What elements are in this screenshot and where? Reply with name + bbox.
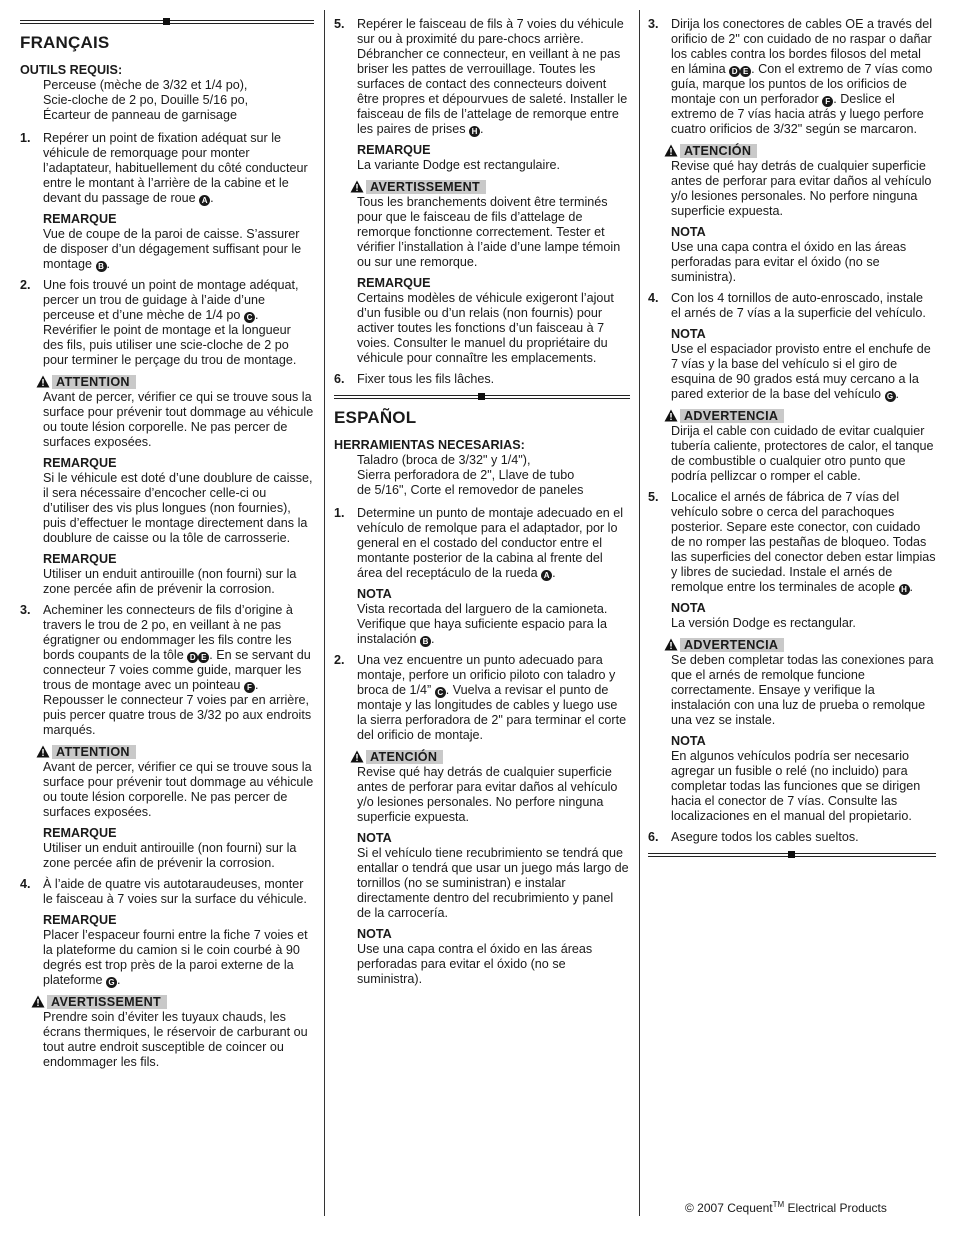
warning-label-text: ATTENTION: [52, 375, 136, 389]
step-6: [334, 372, 630, 387]
step-text: Repérer le faisceau de fils à 7 voies du véhicule sur ou à proximité du pare-chocs arrière. Débrancher ce connecteur, en veillant à ne pas briser les pattes de verrouillage. Toutes les surfaces de contact des connecteurs doivent être propres et dépourvues de saleté. Installer le faisceau de fils de l’attelage de remorque entre les paires de prises H .: [357, 17, 628, 136]
step-4: [20, 877, 314, 1070]
note-heading: NOTA: [357, 587, 392, 601]
warning-label-text: ADVERTENCIA: [680, 638, 784, 652]
step-3: [648, 17, 936, 285]
tools-heading: OUTILS REQUIS:: [20, 63, 123, 77]
section-divider: [20, 20, 314, 26]
warning-text: Se deben completar todas las conexiones para que el arnés de remolque funcione correctamente. Ensaye y verifique la instalación con una luz de prueba o remolque una vez se instale.: [671, 653, 934, 727]
trademark-mark: TM: [772, 1200, 785, 1209]
step-number: 5.: [334, 17, 345, 31]
step-text: Asegure todos los cables sueltos.: [671, 830, 859, 844]
note-text: Use una capa contra el óxido en las áreas perforadas para evitar el óxido (no se suministra).: [357, 942, 593, 986]
tools-line: Écarteur de panneau de garnisage: [43, 108, 237, 122]
note-text: La variante Dodge est rectangulaire.: [357, 158, 561, 172]
note-text: Utiliser un enduit antirouille (non fourni) sur la zone percée afin de prévenir la corrosion.: [43, 567, 297, 596]
step-text: Une fois trouvé un point de montage adéquat, percer un trou de guidage à l’aide d’une perceuse et d’une mèche de 1/4 po C . Revérifier le point de montage et la longueur des fils, puis utiliser une scie-cloche de 2 po pour terminer le perçage du trou de montage.: [43, 278, 299, 367]
note-heading: NOTA: [671, 601, 706, 615]
callout-h-icon: H: [469, 126, 480, 137]
note-text: Certains modèles de véhicule exigeront l’ajout d’un fusible ou d’un relais (non fournis) pour activer toutes les fonctions d’un faisceau à 7 voies. Consulter le manuel du propriétaire du véhicule pour connaître les emplacements.: [357, 291, 614, 365]
warning-triangle-icon: [350, 180, 364, 193]
column-1: [20, 0, 314, 1076]
warning-triangle-icon: [36, 375, 50, 388]
step-number: 1.: [334, 506, 345, 520]
step-number: 1.: [20, 131, 31, 145]
note-heading: REMARQUE: [43, 826, 117, 840]
note-heading: REMARQUE: [357, 276, 431, 290]
callout-e-icon: E: [198, 652, 209, 663]
tools-list: [43, 78, 314, 123]
warning-text: Revise qué hay detrás de cualquier superficie antes de perforar para evitar daños al vehículo y/o lesiones personales. No perfore ninguna superficie expuesta.: [671, 159, 932, 218]
callout-f-icon: F: [822, 96, 833, 107]
step-text: Repérer un point de fixation adéquat sur le véhicule de remorquage pour monter l’adaptateur, habituellement du côté conducteur entre le montant à l’arrière de la cabine et le devant du passage de roue A .: [43, 131, 308, 205]
note-heading: REMARQUE: [43, 552, 117, 566]
tools-line: Scie-cloche de 2 po, Douille 5/16 po,: [43, 93, 249, 107]
warning-text: Avant de percer, vérifier ce qui se trouve sous la surface pour prévenir tout dommage au véhicule ou toute lésion corporelle. Ne pas percer de surfaces exposées.: [43, 390, 314, 449]
warning-label-text: ATTENTION: [52, 745, 136, 759]
note-heading: NOTA: [357, 927, 392, 941]
step-number: 2.: [334, 653, 345, 667]
column-3: [648, 17, 936, 859]
note-text: Use una capa contra el óxido en las áreas perforadas para evitar el óxido (no se suministra).: [671, 240, 907, 284]
warning-label: [664, 408, 936, 423]
note-heading: NOTA: [671, 327, 706, 341]
tools-line: de 5/16", Corte el removedor de paneles: [357, 483, 584, 497]
step-5: [334, 17, 630, 366]
callout-e-icon: E: [740, 66, 751, 77]
callout-d-icon: D: [187, 652, 198, 663]
note-heading: NOTA: [357, 831, 392, 845]
callout-h-icon: H: [899, 584, 910, 595]
callout-b-icon: B: [96, 261, 107, 272]
column-2: [334, 17, 630, 993]
warning-triangle-icon: [36, 745, 50, 758]
tools-list: [357, 453, 630, 498]
warning-label-text: ADVERTENCIA: [680, 409, 784, 423]
step-number: 3.: [648, 17, 659, 31]
step-number: 4.: [648, 291, 659, 305]
section-title-spanish: ESPAÑOL: [334, 408, 417, 427]
step-text: Localice el arnés de fábrica de 7 vías del vehículo sobre o cerca del parachoques posterior. Separe este conector, con cuidado de no romper las pestañas de bloqueo. Todas las superficies del conector deben estar limpias y libres de suciedad. Instale el arnés de remolque entre los terminales de acople H .: [671, 490, 936, 594]
tools-line: Taladro (broca de 3/32" y 1/4"),: [357, 453, 531, 467]
note-text: Use el espaciador provisto entre el enchufe de 7 vías y la base del vehículo si el giro de esquina de 90 grados está muy cercano a la pared exterior de la base del vehículo G .: [671, 342, 931, 401]
warning-text: Tous les branchements doivent être terminés pour que le faisceau de fils d’attelage de remorque fonctionne correctement. Tester et vérifier l’installation à l’aide d’une lampe témoin ou sur une remorque.: [357, 195, 621, 269]
step-number: 6.: [648, 830, 659, 844]
warning-label: [36, 374, 314, 389]
warning-label-text: ATENCIÓN: [366, 750, 443, 764]
step-number: 2.: [20, 278, 31, 292]
warning-label-text: AVERTISSEMENT: [366, 180, 486, 194]
warning-triangle-icon: [31, 995, 45, 1008]
step-number: 6.: [334, 372, 345, 386]
note-heading: NOTA: [671, 734, 706, 748]
note-heading: NOTA: [671, 225, 706, 239]
warning-text: Prendre soin d’éviter les tuyaux chauds, les écrans thermiques, le réservoir de carburant ou tout autre endroit susceptible de coincer ou endommager les fils.: [43, 1010, 308, 1069]
column-rule-right: [639, 10, 640, 1216]
copyright-footer: © 2007 Cequent™ Electrical Products: [685, 1200, 887, 1215]
step-1: [20, 131, 314, 272]
section-divider: [334, 395, 630, 401]
note-heading: REMARQUE: [43, 456, 117, 470]
note-text: Vista recortada del larguero de la camioneta. Verifique que haya suficiente espacio para la instalación B .: [357, 602, 608, 646]
warning-label: [350, 179, 630, 194]
callout-a-icon: A: [541, 570, 552, 581]
warning-label: [664, 143, 936, 158]
warning-label: [31, 994, 314, 1009]
step-text: Dirija los conectores de cables OE a través del orificio de 2" con cuidado de no raspar o dañar los cables contra los bordes filosos del metal en lámina D E . Con el extremo de 7 vías como guía, marque los puntos de los orificios de montaje con un perforador F . Deslice el extremo de 7 vías hacia atrás y luego perfore cuatro orificios de 3/32" según se marcaron.: [671, 17, 933, 136]
warning-label-text: ATENCIÓN: [680, 144, 757, 158]
warning-label-text: AVERTISSEMENT: [47, 995, 167, 1009]
step-2: [334, 653, 630, 987]
warning-label: [350, 749, 630, 764]
step-number: 5.: [648, 490, 659, 504]
section-divider: [648, 853, 936, 859]
step-text: Determine un punto de montaje adecuado en el vehículo de remolque para el adaptador, por lo general en el costado del conductor entre el montante posterior de la cabina al frente del área del receptáculo de la rueda A .: [357, 506, 624, 580]
tools-line: Perceuse (mèche de 3/32 et 1/4 po),: [43, 78, 248, 92]
note-text: La versión Dodge es rectangular.: [671, 616, 856, 630]
callout-c-icon: C: [244, 312, 255, 323]
note-text: Vue de coupe de la paroi de caisse. S’assurer de disposer d’un dégagement suffisant pour le montage B .: [43, 227, 302, 271]
step-3: [20, 603, 314, 871]
warning-triangle-icon: [664, 144, 678, 157]
column-rule-left: [324, 10, 325, 1216]
tools-heading: HERRAMIENTAS NECESARIAS:: [334, 438, 525, 452]
warning-triangle-icon: [664, 409, 678, 422]
step-number: 3.: [20, 603, 31, 617]
note-text: Placer l’espaceur fourni entre la fiche 7 voies et la plateforme du camion si le coin courbé à 90 degrés est trop près de la paroi externe de la plateforme G .: [43, 928, 308, 987]
callout-d-icon: D: [729, 66, 740, 77]
note-text: Utiliser un enduit antirouille (non fourni) sur la zone percée afin de prévenir la corrosion.: [43, 841, 297, 870]
step-text: Fixer tous les fils lâches.: [357, 372, 495, 386]
note-text: Si le véhicule est doté d’une doublure de caisse, il sera nécessaire d’encocher celle-ci ou d’utiliser des vis plus longues (non fournies), puis d’effectuer le montage directement dans la doublure de caisse ou la tôle de carrosserie.: [43, 471, 313, 545]
warning-text: Revise qué hay detrás de cualquier superficie antes de perforar para evitar daños al vehículo y/o lesiones personales. No perfore ninguna superficie expuesta.: [357, 765, 618, 824]
step-text: À l’aide de quatre vis autotaraudeuses, monter le faisceau à 7 voies sur la surface du véhicule.: [43, 877, 307, 906]
step-1: [334, 506, 630, 647]
step-2: [20, 278, 314, 597]
warning-label: [36, 744, 314, 759]
note-text: En algunos vehículos podría ser necesario agregar un fusible o relé (no incluido) para completar todas las funciones que se dirigen hacia el conector de 7 vías. Consulte las localizaciones en el manual del propietario.: [671, 749, 921, 823]
warning-text: Avant de percer, vérifier ce qui se trouve sous la surface pour prévenir tout dommage au véhicule ou toute lésion corporelle. Ne pas percer de surfaces exposées.: [43, 760, 314, 819]
step-5: [648, 490, 936, 824]
step-text: Acheminer les connecteurs de fils d’origine à travers le trou de 2 po, en veillant à ne pas égratigner ou endommager les fils contre les bords coupants de la tôle D E . En se servant du connecteur 7 voies comme guide, marquer les trous de montage avec un pointeau F . Repousser le connecteur 7 voies par en arrière, puis percer quatre trous de 3/32 po aux endroits marqués.: [43, 603, 312, 737]
step-number: 4.: [20, 877, 31, 891]
note-heading: REMARQUE: [43, 913, 117, 927]
callout-g-icon: G: [885, 391, 896, 402]
tools-line: Sierra perforadora de 2", Llave de tubo: [357, 468, 575, 482]
callout-b-icon: B: [420, 636, 431, 647]
callout-g-icon: G: [106, 977, 117, 988]
note-heading: REMARQUE: [43, 212, 117, 226]
warning-triangle-icon: [350, 750, 364, 763]
warning-label: [664, 637, 936, 652]
section-title-french: FRANÇAIS: [20, 33, 110, 52]
note-text: Si el vehículo tiene recubrimiento se tendrá que entallar o tendrá que usar un juego más largo de tornillos (no se suministran) e instalar directamente dentro del recubrimiento y panel de la carrocería.: [357, 846, 629, 920]
step-6: [648, 830, 936, 845]
step-4: [648, 291, 936, 484]
callout-a-icon: A: [199, 195, 210, 206]
note-heading: REMARQUE: [357, 143, 431, 157]
step-text: Con los 4 tornillos de auto-enroscado, instale el arnés de 7 vías a la superficie del vehículo.: [671, 291, 926, 320]
warning-text: Dirija el cable con cuidado de evitar cualquier tubería caliente, protectores de calor, el tanque de combustible o cualquier otro punto que podría pellizcar o romper el cable.: [671, 424, 934, 483]
step-text: Una vez encuentre un punto adecuado para montaje, perfore un orificio piloto con taladro y broca de 1/4” C . Vuelva a revisar el punto de montaje y las longitudes de cables y luego use la sierra perforadora de 2" para terminar el corte del orificio de montaje.: [357, 653, 627, 742]
callout-f-icon: F: [244, 682, 255, 693]
callout-c-icon: C: [435, 687, 446, 698]
warning-triangle-icon: [664, 638, 678, 651]
